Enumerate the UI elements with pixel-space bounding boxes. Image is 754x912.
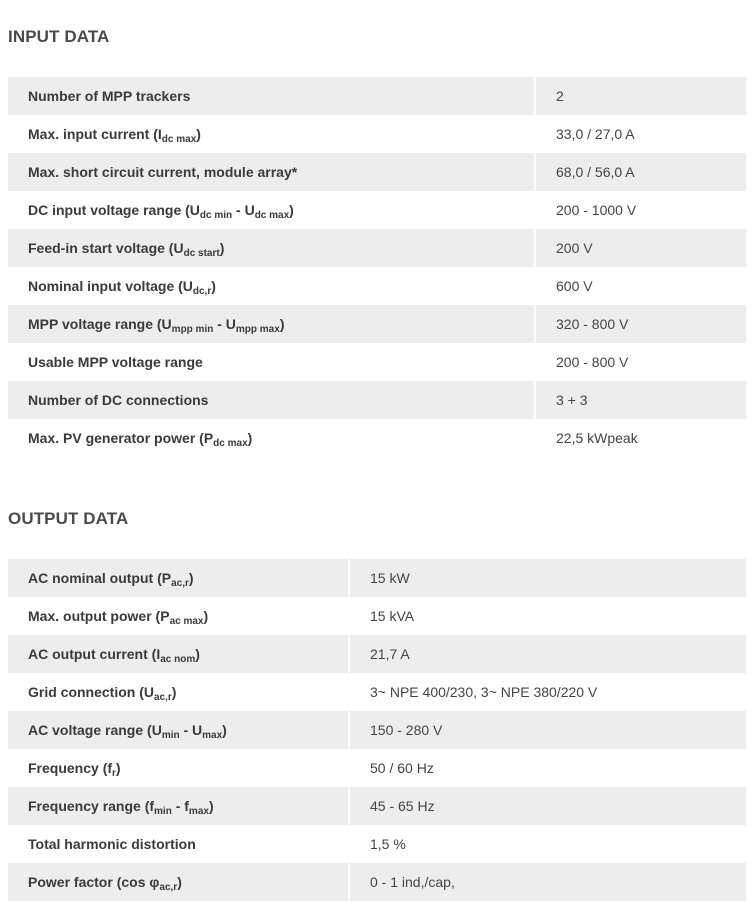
spec-value: 150 - 280 V bbox=[349, 711, 746, 749]
table-row bbox=[8, 749, 746, 787]
spec-label bbox=[8, 559, 349, 597]
table-row bbox=[8, 153, 746, 191]
table-row bbox=[8, 305, 746, 343]
label-subscript: mpp max bbox=[235, 324, 280, 335]
label-subscript: r bbox=[112, 768, 116, 779]
spec-value: 600 V bbox=[535, 267, 746, 305]
label-text: Frequency range (f bbox=[28, 798, 155, 814]
spec-label bbox=[8, 825, 349, 863]
label-text: Frequency (f bbox=[28, 760, 113, 776]
spec-value: 200 - 1000 V bbox=[535, 191, 746, 229]
label-subscript: min bbox=[161, 730, 180, 741]
table-row bbox=[8, 267, 746, 305]
spec-value: 0 - 1 ind,/cap, bbox=[349, 863, 746, 901]
label-subscript: dc max bbox=[161, 134, 197, 145]
label-text: ) bbox=[188, 570, 194, 586]
label-text: ) bbox=[208, 798, 214, 814]
spec-value: 320 - 800 V bbox=[535, 305, 746, 343]
label-text: ) bbox=[247, 430, 253, 446]
spec-label bbox=[8, 77, 535, 115]
table-row bbox=[8, 787, 746, 825]
label-text: AC voltage range (U bbox=[28, 722, 162, 738]
label-text: Feed-in start voltage (U bbox=[28, 240, 184, 256]
table-row bbox=[8, 825, 746, 863]
spec-label bbox=[8, 863, 349, 901]
table-row bbox=[8, 419, 746, 457]
label-text: ) bbox=[171, 684, 177, 700]
label-subscript: ac nom bbox=[160, 654, 196, 665]
label-text: AC nominal output (P bbox=[28, 570, 172, 586]
label-text: - U bbox=[213, 316, 236, 332]
spec-label bbox=[8, 153, 535, 191]
label-text: Nominal input voltage (U bbox=[28, 278, 193, 294]
label-text: AC output current (I bbox=[28, 646, 161, 662]
spec-value: 1,5 % bbox=[349, 825, 746, 863]
label-subscript: ac max bbox=[169, 616, 204, 627]
spec-label bbox=[8, 711, 349, 749]
label-subscript: mpp min bbox=[171, 324, 214, 335]
label-subscript: dc max bbox=[213, 438, 248, 449]
label-text: MPP voltage range (U bbox=[28, 316, 172, 332]
spec-label bbox=[8, 115, 535, 153]
label-text: Max. output power (P bbox=[28, 608, 170, 624]
label-text: ) bbox=[211, 278, 216, 294]
spec-value: 200 - 800 V bbox=[535, 343, 746, 381]
label-subscript: max bbox=[188, 806, 209, 817]
spec-value: 45 - 65 Hz bbox=[349, 787, 746, 825]
label-subscript: dc max bbox=[254, 210, 290, 221]
label-text: Number of DC connections bbox=[28, 392, 209, 408]
label-text: ) bbox=[289, 202, 294, 218]
spec-value: 3 + 3 bbox=[535, 381, 746, 419]
label-text: - f bbox=[171, 798, 189, 814]
label-text: ) bbox=[177, 874, 182, 890]
table-row bbox=[8, 597, 746, 635]
label-text: Max. PV generator power (P bbox=[28, 430, 214, 446]
spec-label bbox=[8, 343, 535, 381]
label-text: Usable MPP voltage range bbox=[28, 354, 203, 370]
label-text: - U bbox=[232, 202, 255, 218]
label-text: - U bbox=[179, 722, 203, 738]
label-text: DC input voltage range (U bbox=[28, 202, 200, 218]
label-subscript: ac,r bbox=[159, 882, 178, 893]
spec-label bbox=[8, 673, 349, 711]
spec-value: 33,0 / 27,0 A bbox=[535, 115, 746, 153]
spec-label bbox=[8, 749, 349, 787]
spec-value: 50 / 60 Hz bbox=[349, 749, 746, 787]
label-subscript: min bbox=[154, 806, 172, 817]
spec-value: 15 kW bbox=[349, 559, 746, 597]
table-row bbox=[8, 229, 746, 267]
table-row bbox=[8, 115, 746, 153]
spec-label bbox=[8, 419, 535, 457]
input-data-table bbox=[8, 77, 746, 457]
label-text: ) bbox=[196, 126, 201, 142]
spec-value: 200 V bbox=[535, 229, 746, 267]
table-row bbox=[8, 863, 746, 901]
output-data-table bbox=[8, 559, 746, 901]
spec-value: 68,0 / 56,0 A bbox=[535, 153, 746, 191]
spec-label bbox=[8, 787, 349, 825]
label-text: Power factor (cos φ bbox=[28, 874, 160, 890]
label-text: ) bbox=[203, 608, 209, 624]
table-row bbox=[8, 673, 746, 711]
table-row bbox=[8, 343, 746, 381]
label-text: ) bbox=[195, 646, 200, 662]
table-row bbox=[8, 77, 746, 115]
label-text: Total harmonic distortion bbox=[28, 836, 196, 852]
input-data-heading: INPUT DATA bbox=[8, 27, 110, 46]
label-subscript: ac,r bbox=[154, 692, 172, 703]
spec-value: 2 bbox=[535, 77, 746, 115]
table-row bbox=[8, 559, 746, 597]
label-subscript: dc,r bbox=[192, 286, 212, 297]
spec-label bbox=[8, 229, 535, 267]
spec-value: 22,5 kWpeak bbox=[535, 419, 746, 457]
output-data-rows bbox=[8, 559, 746, 901]
input-data-rows bbox=[8, 77, 746, 457]
spec-value: 15 kVA bbox=[349, 597, 746, 635]
label-text: ) bbox=[219, 240, 225, 256]
spec-label bbox=[8, 191, 535, 229]
spec-label bbox=[8, 381, 535, 419]
label-text: Max. short circuit current, module array* bbox=[28, 164, 298, 180]
label-text: ) bbox=[279, 316, 285, 332]
label-subscript: dc start bbox=[183, 248, 220, 259]
label-text: Number of MPP trackers bbox=[28, 88, 191, 104]
label-text: Grid connection (U bbox=[28, 684, 154, 700]
spec-label bbox=[8, 597, 349, 635]
table-row bbox=[8, 381, 746, 419]
spec-label bbox=[8, 267, 535, 305]
table-row bbox=[8, 711, 746, 749]
output-data-heading: OUTPUT DATA bbox=[8, 509, 129, 528]
label-subscript: ac,r bbox=[171, 578, 189, 589]
spec-label bbox=[8, 635, 349, 673]
label-text: Max. input current (I bbox=[28, 126, 162, 142]
label-subscript: max bbox=[202, 730, 223, 741]
table-row bbox=[8, 191, 746, 229]
label-text: ) bbox=[115, 760, 121, 776]
table-row bbox=[8, 635, 746, 673]
label-subscript: dc min bbox=[199, 210, 233, 221]
spec-value: 21,7 A bbox=[349, 635, 746, 673]
spec-value: 3~ NPE 400/230, 3~ NPE 380/220 V bbox=[349, 673, 746, 711]
label-text: ) bbox=[222, 722, 227, 738]
spec-label bbox=[8, 305, 535, 343]
